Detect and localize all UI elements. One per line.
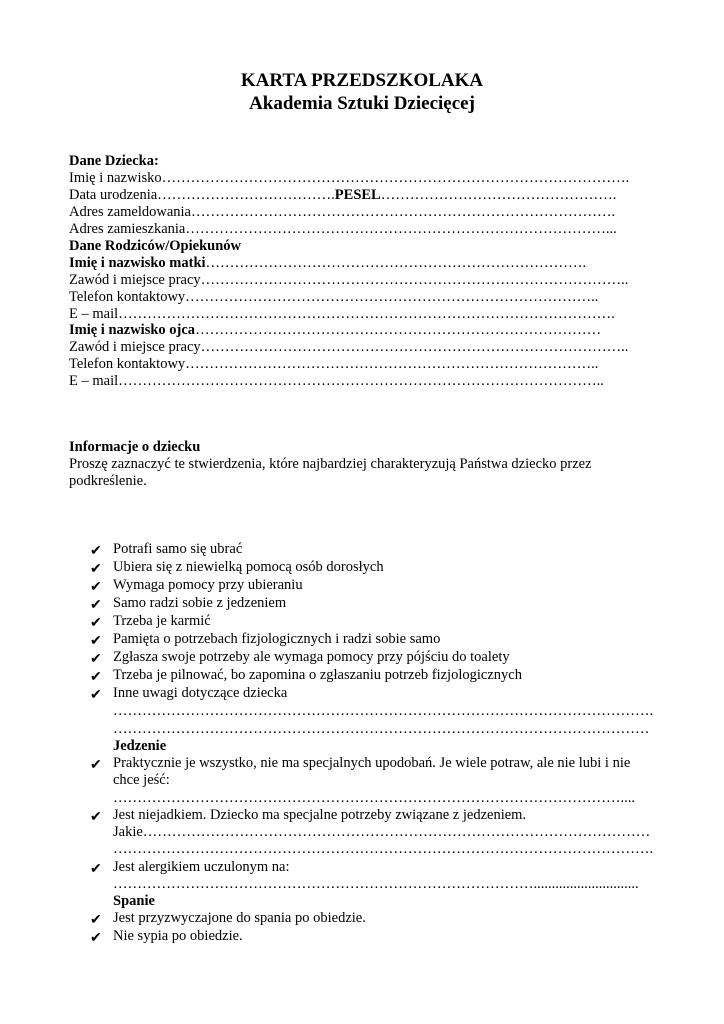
check-icon: ✔ [90,562,102,577]
father-name-field[interactable] [69,322,601,340]
checklist-item[interactable]: Potrafi samo się ubrać [113,541,243,557]
checklist-item[interactable]: Zgłasza swoje potrzeby ale wymaga pomocy przy pójściu do toalety [113,649,510,665]
pesel-label: PESEL [334,187,381,203]
check-icon: ✔ [90,634,102,649]
checklist-item[interactable]: Inne uwagi dotyczące dziecka [113,685,288,701]
eating-dislikes-line[interactable]: …………………………………………………………………………………………….... [113,790,635,806]
eating-option[interactable]: Jest niejadkiem. Dziecko ma specjalne potrzeby związane z jedzeniem. [113,807,527,823]
residence-address-field[interactable]: Adres zamieszkania……………………………………………………………………………... [69,221,617,237]
dob-label: Data urodzenia………………………………. [69,187,335,203]
checklist-item[interactable]: Trzeba je karmić [113,613,211,629]
checklist-item[interactable]: Ubiera się z niewielką pomocą osób dorosłych [113,559,384,575]
sleep-option[interactable]: Nie sypia po obiedzie. [113,928,243,944]
mother-name-label: Imię i nazwisko matki [69,255,206,271]
document-subtitle: Akademia Sztuki Dziecięcej [249,93,475,114]
father-email-field[interactable]: E – mail……………………………………………………………………………………….. [69,373,604,389]
pesel-dots: …………………………………………. [380,187,617,203]
checklist-item[interactable]: Trzeba je pilnować, bo zapomina o zgłaszaniu potrzeb fizjologicznych [113,667,522,683]
checklist-item[interactable]: Wymaga pomocy przy ubieraniu [113,577,303,593]
check-icon: ✔ [90,758,102,773]
check-icon: ✔ [90,862,102,877]
registered-address-field[interactable]: Adres zameldowania……………………………………………………………………………. [69,204,616,220]
mother-name-dots: ……………………………………………………………………. [205,255,587,271]
eating-needs-line[interactable]: …………………………………………………………………………………………………. [113,841,654,857]
checklist-item[interactable]: Pamięta o potrzebach fizjologicznych i radzi sobie samo [113,631,441,647]
notes-line[interactable]: ………………………………………………………………………………………………… [113,721,650,737]
eating-heading: Jedzenie [113,738,167,754]
check-icon: ✔ [90,652,102,667]
document-title: KARTA PRZEDSZKOLAKA [240,70,484,91]
eating-option-continued: chce jeść: [113,772,170,788]
father-work-field[interactable]: Zawód i miejsce pracy…………………………………………………………………………….. [69,339,629,355]
child-info-heading: Informacje o dziecku [69,439,201,455]
parents-data-heading: Dane Rodziców/Opiekunów [69,238,242,254]
child-name-field[interactable]: Imię i nazwisko……………………………………………………………………………………. [69,170,630,186]
check-icon: ✔ [90,544,102,559]
father-name-label: Imię i nazwisko ojca [69,322,196,338]
mother-email-field[interactable]: E – mail…………………………………………………………………………………………. [69,306,615,322]
checklist-item[interactable]: Samo radzi sobie z jedzeniem [113,595,287,611]
eating-option[interactable]: Praktycznie je wszystko, nie ma specjalnych upodobań. Je wiele potraw, ale nie lubi i nie [113,755,631,771]
mother-phone-field[interactable]: Telefon kontaktowy………………………………………………………………………….. [69,289,599,305]
check-icon: ✔ [90,580,102,595]
check-icon: ✔ [90,810,102,825]
allergy-line[interactable]: ……………………………………………………………………………............................. [113,876,639,892]
instruction-text-line1: Proszę zaznaczyć te stwierdzenia, które najbardziej charakteryzują Państwa dziecko przez [69,456,592,472]
instruction-text-line2: podkreślenie. [69,473,147,489]
notes-line[interactable]: …………………………………………………………………………………………………. [113,703,654,719]
sleep-option[interactable]: Jest przyzwyczajone do spania po obiedzie. [113,910,366,926]
father-name-dots: ………………………………………………………………………… [195,322,602,338]
check-icon: ✔ [90,913,102,928]
check-icon: ✔ [90,688,102,703]
sleep-heading: Spanie [113,893,155,909]
check-icon: ✔ [90,931,102,946]
allergy-option[interactable]: Jest alergikiem uczulonym na: [113,859,290,875]
eating-needs-line[interactable]: Jakie…………………………………………………………………………………………… [113,824,651,840]
check-icon: ✔ [90,598,102,613]
mother-name-field[interactable] [69,255,586,273]
child-dob-pesel-field[interactable] [69,187,616,205]
check-icon: ✔ [90,670,102,685]
father-phone-field[interactable]: Telefon kontaktowy………………………………………………………………………….. [69,356,599,372]
mother-work-field[interactable]: Zawód i miejsce pracy…………………………………………………………………………….. [69,272,629,288]
child-data-heading: Dane Dziecka: [69,153,159,169]
check-icon: ✔ [90,616,102,631]
